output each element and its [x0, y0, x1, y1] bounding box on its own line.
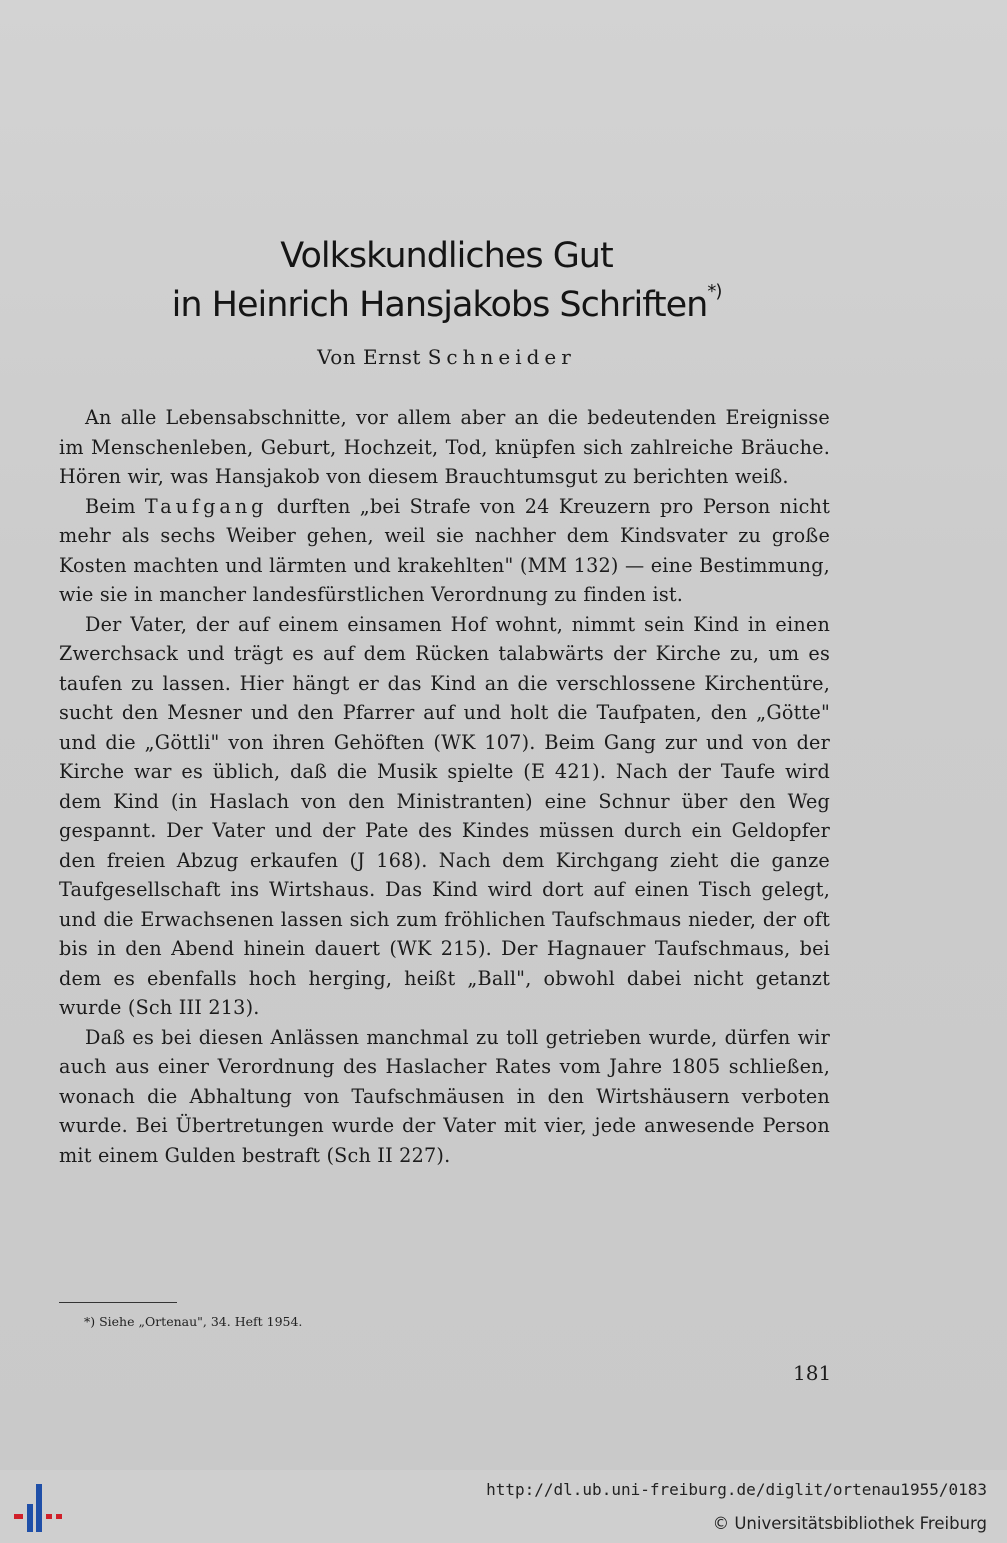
copyright-notice: © Universitätsbibliothek Freiburg — [712, 1514, 987, 1533]
article-title-line1: Volkskundliches Gut — [280, 236, 613, 276]
author-surname: Schneider — [427, 345, 576, 369]
paragraph-2-rest: durften „bei Strafe von 24 Kreuzern pro Person nicht mehr als sechs Weiber gehen, weil sie nachher dem Kindsvater zu große Kosten machten und lärmten und krakehlten" (MM 132) — eine Bestimmung, wie sie in mancher landesfürstlichen Verordnung zu finden ist. — [59, 494, 830, 606]
author-prefix: Von Ernst — [317, 345, 428, 369]
article-body — [59, 403, 830, 1170]
footnote-divider — [59, 1302, 177, 1303]
spaced-term-taufgang: Taufgang — [144, 494, 268, 518]
permalink-url[interactable]: http://dl.ub.uni-freiburg.de/diglit/ortenau1955/0183 — [486, 1480, 987, 1499]
page-number: 181 — [793, 1361, 832, 1385]
paragraph-4: Daß es bei diesen Anlässen manchmal zu toll getrieben wurde, dürfen wir auch aus einer Verordnung des Haslacher Rates vom Jahre 1805 schließen, wonach die Abhaltung von Taufschmäusen in den Wirtshäusern verboten wurde. Bei Übertretungen wurde der Vater mit vier, jede anwesende Person mit einem Gulden bestraft (Sch II 227). — [59, 1025, 830, 1167]
author-byline — [0, 345, 893, 369]
article-title-line2-text: in Heinrich Hansjakobs Schriften — [171, 285, 708, 325]
paragraph-3: Der Vater, der auf einem einsamen Hof wohnt, nimmt sein Kind in einen Zwerchsack und trägt es auf dem Rücken talabwärts der Kirche zu, um es taufen zu lassen. Hier hängt er das Kind an die verschlossene Kirchentüre, sucht den Mesner und den Pfarrer auf und holt die Taufpaten, den „Götte" und die „Göttli" von ihren Gehöften (WK 107). Beim Gang zur und von der Kirche war es üblich, daß die Musik spielte (E 421). Nach der Taufe wird dem Kind (in Haslach von den Ministranten) eine Schnur über den Weg gespannt. Der Vater und der Pate des Kindes müssen durch ein Geldopfer den freien Abzug erkaufen (J 168). Nach dem Kirchgang zieht die ganze Taufgesellschaft ins Wirtshaus. Das Kind wird dort auf einen Tisch gelegt, und die Erwachsenen lassen sich zum fröhlichen Taufschmaus nieder, der oft bis in den Abend hinein dauert (WK 215). Der Hagnauer Taufschmaus, bei dem es ebenfalls hoch herging, heißt „Ball", obwohl dabei nicht getanzt wurde (Sch III 213). — [59, 612, 830, 1019]
viewer-footer — [0, 1470, 1007, 1543]
ub-freiburg-logo-icon — [12, 1482, 66, 1534]
footnote: *) Siehe „Ortenau", 34. Heft 1954. — [84, 1314, 303, 1329]
footnote-marker: *) — [707, 281, 722, 303]
paragraph-2 — [59, 492, 830, 610]
paragraph-2-start: Beim — [85, 494, 145, 518]
article-title-line2 — [0, 281, 893, 325]
paragraph-1: An alle Lebensabschnitte, vor allem aber an die bedeutenden Ereignisse im Menschenleben, Geburt, Hochzeit, Tod, knüpfen sich zahlreiche Bräuche. Hören wir, was Hansjakob von diesem Brauchtumsgut zu berichten weiß. — [59, 406, 830, 488]
